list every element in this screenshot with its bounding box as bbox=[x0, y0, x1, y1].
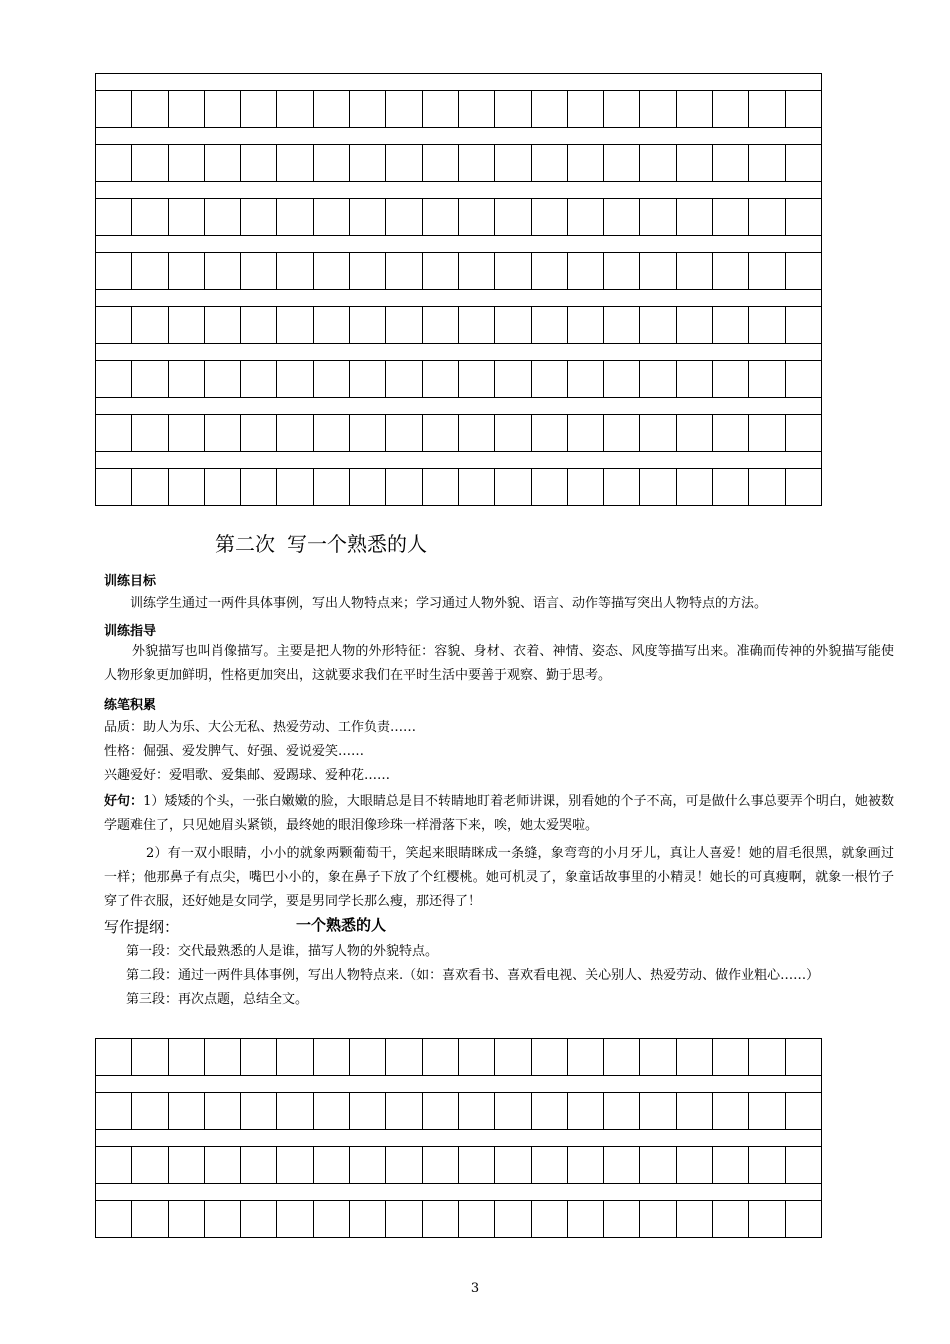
grid-cell[interactable] bbox=[495, 1093, 531, 1130]
grid-cell[interactable] bbox=[168, 145, 204, 182]
grid-cell[interactable] bbox=[350, 415, 386, 452]
grid-cell[interactable] bbox=[604, 307, 640, 344]
grid-cell[interactable] bbox=[785, 415, 821, 452]
grid-spacer-row bbox=[96, 344, 822, 361]
grid-cell[interactable] bbox=[749, 1039, 785, 1076]
grid-cell[interactable] bbox=[785, 145, 821, 182]
grid-cell[interactable] bbox=[567, 1093, 603, 1130]
grid-cell[interactable] bbox=[531, 361, 567, 398]
grid-cell[interactable] bbox=[749, 91, 785, 128]
grid-cell[interactable] bbox=[567, 469, 603, 506]
grid-cell[interactable] bbox=[604, 1039, 640, 1076]
grid-cell[interactable] bbox=[96, 361, 132, 398]
grid-cell[interactable] bbox=[313, 91, 349, 128]
grid-cell[interactable] bbox=[458, 1093, 494, 1130]
grid-cell[interactable] bbox=[495, 415, 531, 452]
grid-cell[interactable] bbox=[749, 361, 785, 398]
grid-cell[interactable] bbox=[204, 199, 240, 236]
grid-cell[interactable] bbox=[640, 253, 676, 290]
grid-cell[interactable] bbox=[676, 361, 712, 398]
grid-cell[interactable] bbox=[386, 415, 422, 452]
grid-cell[interactable] bbox=[132, 1147, 168, 1184]
grid-cell[interactable] bbox=[386, 199, 422, 236]
grid-cell[interactable] bbox=[676, 415, 712, 452]
grid-cell[interactable] bbox=[386, 1039, 422, 1076]
grid-cell[interactable] bbox=[96, 1147, 132, 1184]
grid-cell[interactable] bbox=[749, 307, 785, 344]
grid-cell[interactable] bbox=[422, 1147, 458, 1184]
outline-paragraph-3: 第三段：再次点题，总结全文。 bbox=[126, 992, 309, 1007]
grid-cell[interactable] bbox=[495, 1201, 531, 1238]
grid-cell[interactable] bbox=[785, 253, 821, 290]
grid-cell[interactable] bbox=[422, 1201, 458, 1238]
grid-cell[interactable] bbox=[785, 469, 821, 506]
grid-cell[interactable] bbox=[204, 253, 240, 290]
grid-spacer-row bbox=[96, 128, 822, 145]
good-sentence-2: 2）有一双小眼睛，小小的就象两颗葡萄干，笑起来眼睛眯成一条缝，象弯弯的小月牙儿，真让人喜爱！她的眉毛很黑，就象画过一样；他那鼻子有点尖，嘴巴小小的，象在鼻子下放了个红樱桃。她可机灵了，象童话故事里的小精灵！她长的可真瘦啊，就象一根竹子穿了件衣服，还好她是女同学，要是男同学长那么瘦，那还得了！ bbox=[104, 846, 894, 909]
grid-cell[interactable] bbox=[204, 469, 240, 506]
grid-cell[interactable] bbox=[567, 253, 603, 290]
grid-cell[interactable] bbox=[749, 253, 785, 290]
grid-cell[interactable] bbox=[785, 1093, 821, 1130]
grid-cell[interactable] bbox=[676, 253, 712, 290]
grid-spacer-cell bbox=[96, 128, 822, 145]
grid-cell[interactable] bbox=[458, 253, 494, 290]
writing-grid-bottom[interactable] bbox=[95, 1038, 822, 1238]
grid-cell[interactable] bbox=[422, 199, 458, 236]
grid-cell[interactable] bbox=[313, 253, 349, 290]
grid-spacer-row bbox=[96, 74, 822, 91]
grid-cell[interactable] bbox=[277, 91, 313, 128]
grid-cell[interactable] bbox=[241, 469, 277, 506]
grid-cell[interactable] bbox=[713, 145, 749, 182]
grid-spacer-row bbox=[96, 452, 822, 469]
grid-cell[interactable] bbox=[350, 1039, 386, 1076]
grid-cell[interactable] bbox=[785, 307, 821, 344]
grid-cell[interactable] bbox=[676, 145, 712, 182]
grid-cell[interactable] bbox=[458, 199, 494, 236]
grid-spacer-row bbox=[96, 1184, 822, 1201]
grid-cell[interactable] bbox=[458, 145, 494, 182]
grid-cell[interactable] bbox=[640, 91, 676, 128]
grid-cell[interactable] bbox=[604, 469, 640, 506]
grid-cell[interactable] bbox=[785, 361, 821, 398]
grid-cell[interactable] bbox=[277, 307, 313, 344]
grid-cell[interactable] bbox=[713, 199, 749, 236]
grid-cell[interactable] bbox=[676, 199, 712, 236]
grid-cell[interactable] bbox=[132, 1093, 168, 1130]
grid-spacer-row bbox=[96, 182, 822, 199]
outline-title: 一个熟悉的人 bbox=[296, 916, 387, 934]
grid-cell[interactable] bbox=[531, 415, 567, 452]
grid-cell[interactable] bbox=[422, 1093, 458, 1130]
grid-cell[interactable] bbox=[749, 469, 785, 506]
grid-cell[interactable] bbox=[168, 91, 204, 128]
grid-cell[interactable] bbox=[422, 253, 458, 290]
grid-cell[interactable] bbox=[96, 145, 132, 182]
grid-cell[interactable] bbox=[495, 91, 531, 128]
grid-cell[interactable] bbox=[313, 307, 349, 344]
grid-cell[interactable] bbox=[422, 145, 458, 182]
grid-cell[interactable] bbox=[204, 415, 240, 452]
grid-cell[interactable] bbox=[749, 1147, 785, 1184]
grid-cell[interactable] bbox=[749, 199, 785, 236]
grid-cell[interactable] bbox=[313, 1093, 349, 1130]
grid-cell[interactable] bbox=[567, 199, 603, 236]
grid-cell[interactable] bbox=[277, 199, 313, 236]
grid-cell[interactable] bbox=[458, 91, 494, 128]
grid-cell[interactable] bbox=[458, 469, 494, 506]
grid-cell[interactable] bbox=[168, 361, 204, 398]
grid-cell[interactable] bbox=[713, 307, 749, 344]
grid-cell[interactable] bbox=[386, 145, 422, 182]
grid-cell[interactable] bbox=[676, 1093, 712, 1130]
grid-spacer-cell bbox=[96, 398, 822, 415]
grid-cell[interactable] bbox=[204, 1147, 240, 1184]
grid-cell[interactable] bbox=[277, 1147, 313, 1184]
grid-cell[interactable] bbox=[785, 1201, 821, 1238]
grid-cell[interactable] bbox=[313, 145, 349, 182]
grid-cell[interactable] bbox=[96, 415, 132, 452]
grid-cell[interactable] bbox=[640, 1093, 676, 1130]
grid-cell[interactable] bbox=[604, 361, 640, 398]
grid-cell[interactable] bbox=[168, 1201, 204, 1238]
grid-cell[interactable] bbox=[241, 1147, 277, 1184]
grid-cell[interactable] bbox=[350, 1147, 386, 1184]
grid-cell[interactable] bbox=[713, 361, 749, 398]
grid-cell[interactable] bbox=[132, 469, 168, 506]
grid-cell[interactable] bbox=[422, 361, 458, 398]
grid-cell[interactable] bbox=[386, 469, 422, 506]
grid-cell[interactable] bbox=[96, 199, 132, 236]
sentence-1-text: 1）矮矮的个头，一张白嫩嫩的脸，大眼睛总是目不转睛地盯着老师讲课，别看她的个子不高，可是做什么事总要弄个明白，她被数学题难住了，只见她眉头紧锁，最终她的眼泪像珍珠一样滑落下来，唉，她太爱哭啦。 bbox=[104, 794, 894, 833]
grid-cell[interactable] bbox=[350, 253, 386, 290]
grid-row bbox=[96, 1093, 822, 1130]
practice-heading: 练笔积累 bbox=[104, 698, 157, 713]
grid-cell[interactable] bbox=[604, 91, 640, 128]
grid-cell[interactable] bbox=[313, 469, 349, 506]
grid-cell[interactable] bbox=[96, 1201, 132, 1238]
grid-cell[interactable] bbox=[96, 469, 132, 506]
grid-spacer-cell bbox=[96, 452, 822, 469]
grid-row bbox=[96, 253, 822, 290]
grid-row bbox=[96, 91, 822, 128]
grid-cell[interactable] bbox=[277, 361, 313, 398]
grid-cell[interactable] bbox=[531, 469, 567, 506]
grid-cell[interactable] bbox=[204, 1039, 240, 1076]
grid-spacer-row bbox=[96, 236, 822, 253]
grid-cell[interactable] bbox=[495, 469, 531, 506]
grid-cell[interactable] bbox=[386, 1147, 422, 1184]
grid-cell[interactable] bbox=[458, 1147, 494, 1184]
grid-cell[interactable] bbox=[713, 1201, 749, 1238]
grid-cell[interactable] bbox=[132, 199, 168, 236]
grid-cell[interactable] bbox=[350, 307, 386, 344]
grid-cell[interactable] bbox=[204, 361, 240, 398]
grid-cell[interactable] bbox=[386, 361, 422, 398]
grid-cell[interactable] bbox=[495, 199, 531, 236]
grid-cell[interactable] bbox=[168, 307, 204, 344]
grid-cell[interactable] bbox=[241, 145, 277, 182]
grid-cell[interactable] bbox=[458, 1039, 494, 1076]
grid-cell[interactable] bbox=[785, 199, 821, 236]
grid-cell[interactable] bbox=[241, 1201, 277, 1238]
grid-cell[interactable] bbox=[132, 307, 168, 344]
grid-cell[interactable] bbox=[277, 145, 313, 182]
grid-cell[interactable] bbox=[640, 469, 676, 506]
grid-cell[interactable] bbox=[531, 253, 567, 290]
page-number: 3 bbox=[470, 1281, 480, 1296]
grid-cell[interactable] bbox=[204, 1093, 240, 1130]
grid-cell[interactable] bbox=[567, 361, 603, 398]
grid-cell[interactable] bbox=[132, 1201, 168, 1238]
grid-spacer-cell bbox=[96, 1184, 822, 1201]
lesson-topic: 写一个熟悉的人 bbox=[287, 532, 427, 556]
grid-cell[interactable] bbox=[350, 1093, 386, 1130]
grid-cell[interactable] bbox=[241, 307, 277, 344]
grid-cell[interactable] bbox=[640, 145, 676, 182]
guide-heading: 训练指导 bbox=[104, 624, 157, 639]
grid-cell[interactable] bbox=[132, 145, 168, 182]
grid-cell[interactable] bbox=[422, 415, 458, 452]
grid-row bbox=[96, 307, 822, 344]
grid-cell[interactable] bbox=[604, 145, 640, 182]
lesson-title bbox=[215, 528, 427, 557]
grid-cell[interactable] bbox=[132, 253, 168, 290]
grid-cell[interactable] bbox=[713, 1147, 749, 1184]
grid-cell[interactable] bbox=[567, 1147, 603, 1184]
grid-cell[interactable] bbox=[313, 199, 349, 236]
grid-cell[interactable] bbox=[567, 145, 603, 182]
grid-cell[interactable] bbox=[495, 307, 531, 344]
grid-cell[interactable] bbox=[567, 1039, 603, 1076]
grid-cell[interactable] bbox=[96, 1039, 132, 1076]
outline-paragraph-1: 第一段：交代最熟悉的人是谁，描写人物的外貌特点。 bbox=[126, 944, 439, 959]
goal-text: 训练学生通过一两件具体事例，写出人物特点来；学习通过人物外貌、语言、动作等描写突出人物特点的方法。 bbox=[130, 596, 768, 611]
grid-cell[interactable] bbox=[277, 1093, 313, 1130]
grid-cell[interactable] bbox=[168, 469, 204, 506]
grid-row bbox=[96, 145, 822, 182]
grid-spacer-cell bbox=[96, 182, 822, 199]
grid-cell[interactable] bbox=[676, 1201, 712, 1238]
grid-cell[interactable] bbox=[749, 1201, 785, 1238]
grid-cell[interactable] bbox=[713, 415, 749, 452]
grid-cell[interactable] bbox=[313, 361, 349, 398]
grid-cell[interactable] bbox=[713, 91, 749, 128]
grid-cell[interactable] bbox=[132, 1039, 168, 1076]
goal-heading: 训练目标 bbox=[104, 574, 157, 589]
grid-cell[interactable] bbox=[386, 1201, 422, 1238]
grid-cell[interactable] bbox=[241, 199, 277, 236]
grid-cell[interactable] bbox=[350, 199, 386, 236]
grid-cell[interactable] bbox=[640, 1039, 676, 1076]
grid-cell[interactable] bbox=[458, 361, 494, 398]
grid-cell[interactable] bbox=[241, 415, 277, 452]
grid-cell[interactable] bbox=[640, 1201, 676, 1238]
grid-cell[interactable] bbox=[676, 1039, 712, 1076]
grid-cell[interactable] bbox=[640, 199, 676, 236]
grid-cell[interactable] bbox=[604, 1147, 640, 1184]
grid-spacer-cell bbox=[96, 1130, 822, 1147]
grid-row bbox=[96, 415, 822, 452]
grid-cell[interactable] bbox=[168, 1147, 204, 1184]
grid-cell[interactable] bbox=[204, 91, 240, 128]
grid-cell[interactable] bbox=[749, 1093, 785, 1130]
grid-cell[interactable] bbox=[531, 1201, 567, 1238]
grid-spacer-cell bbox=[96, 1076, 822, 1093]
grid-cell[interactable] bbox=[422, 91, 458, 128]
grid-cell[interactable] bbox=[640, 1147, 676, 1184]
grid-cell[interactable] bbox=[204, 1201, 240, 1238]
guide-text: 外貌描写也叫肖像描写。主要是把人物的外形特征：容貌、身材、衣着、神情、姿态、风度等描写出来。准确而传神的外貌描写能使人物形象更加鲜明，性格更加突出，这就要求我们在平时生活中要善于观察、勤于思考。 bbox=[104, 644, 894, 683]
grid-cell[interactable] bbox=[640, 361, 676, 398]
grid-cell[interactable] bbox=[713, 1093, 749, 1130]
grid-cell[interactable] bbox=[350, 1201, 386, 1238]
grid-cell[interactable] bbox=[713, 469, 749, 506]
grid-cell[interactable] bbox=[458, 415, 494, 452]
grid-cell[interactable] bbox=[713, 253, 749, 290]
grid-spacer-row bbox=[96, 398, 822, 415]
grid-cell[interactable] bbox=[313, 1147, 349, 1184]
grid-cell[interactable] bbox=[640, 307, 676, 344]
grid-cell[interactable] bbox=[676, 307, 712, 344]
grid-cell[interactable] bbox=[495, 253, 531, 290]
grid-cell[interactable] bbox=[458, 1201, 494, 1238]
grid-cell[interactable] bbox=[277, 415, 313, 452]
grid-cell[interactable] bbox=[604, 1201, 640, 1238]
grid-cell[interactable] bbox=[241, 253, 277, 290]
grid-cell[interactable] bbox=[168, 415, 204, 452]
grid-cell[interactable] bbox=[96, 307, 132, 344]
personality-list: 性格：倔强、爱发脾气、好强、爱说爱笑…… bbox=[104, 744, 365, 759]
grid-cell[interactable] bbox=[386, 1093, 422, 1130]
grid-row bbox=[96, 361, 822, 398]
grid-cell[interactable] bbox=[204, 307, 240, 344]
grid-cell[interactable] bbox=[604, 253, 640, 290]
grid-cell[interactable] bbox=[350, 361, 386, 398]
grid-cell[interactable] bbox=[676, 1147, 712, 1184]
grid-cell[interactable] bbox=[567, 1201, 603, 1238]
grid-spacer-row bbox=[96, 1130, 822, 1147]
grid-cell[interactable] bbox=[277, 253, 313, 290]
grid-cell[interactable] bbox=[531, 1093, 567, 1130]
grid-cell[interactable] bbox=[531, 91, 567, 128]
grid-cell[interactable] bbox=[567, 91, 603, 128]
grid-cell[interactable] bbox=[204, 145, 240, 182]
grid-cell[interactable] bbox=[531, 145, 567, 182]
grid-cell[interactable] bbox=[168, 253, 204, 290]
grid-spacer-cell bbox=[96, 236, 822, 253]
grid-cell[interactable] bbox=[495, 361, 531, 398]
grid-cell[interactable] bbox=[386, 91, 422, 128]
grid-cell[interactable] bbox=[386, 307, 422, 344]
grid-cell[interactable] bbox=[785, 91, 821, 128]
writing-grid-top[interactable] bbox=[95, 73, 822, 506]
grid-cell[interactable] bbox=[531, 1039, 567, 1076]
grid-cell[interactable] bbox=[241, 1093, 277, 1130]
grid-row bbox=[96, 1039, 822, 1076]
grid-cell[interactable] bbox=[168, 1039, 204, 1076]
grid-cell[interactable] bbox=[567, 307, 603, 344]
grid-cell[interactable] bbox=[604, 415, 640, 452]
grid-spacer-cell bbox=[96, 344, 822, 361]
grid-cell[interactable] bbox=[313, 1039, 349, 1076]
good-sentence-1 bbox=[104, 790, 894, 838]
grid-cell[interactable] bbox=[604, 1093, 640, 1130]
grid-cell[interactable] bbox=[277, 469, 313, 506]
grid-cell[interactable] bbox=[531, 307, 567, 344]
grid-cell[interactable] bbox=[132, 91, 168, 128]
grid-cell[interactable] bbox=[241, 1039, 277, 1076]
grid-cell[interactable] bbox=[277, 1039, 313, 1076]
grid-cell[interactable] bbox=[640, 415, 676, 452]
grid-cell[interactable] bbox=[96, 253, 132, 290]
grid-cell[interactable] bbox=[676, 91, 712, 128]
grid-cell[interactable] bbox=[785, 1039, 821, 1076]
grid-cell[interactable] bbox=[713, 1039, 749, 1076]
grid-cell[interactable] bbox=[495, 145, 531, 182]
grid-cell[interactable] bbox=[132, 415, 168, 452]
grid-cell[interactable] bbox=[168, 199, 204, 236]
grid-spacer-cell bbox=[96, 290, 822, 307]
outline-paragraph-2: 第二段：通过一两件具体事例，写出人物特点来.（如：喜欢看书、喜欢看电视、关心别人、热爱劳动、做作业粗心……） bbox=[126, 968, 820, 983]
grid-cell[interactable] bbox=[241, 91, 277, 128]
grid-row bbox=[96, 199, 822, 236]
hobby-list: 兴趣爱好：爱唱歌、爱集邮、爱踢球、爱种花…… bbox=[104, 768, 391, 783]
grid-cell[interactable] bbox=[531, 1147, 567, 1184]
grid-cell[interactable] bbox=[749, 145, 785, 182]
good-sentences-label: 好句： bbox=[104, 794, 144, 809]
grid-cell[interactable] bbox=[277, 1201, 313, 1238]
grid-spacer-row bbox=[96, 290, 822, 307]
grid-cell[interactable] bbox=[676, 469, 712, 506]
grid-cell[interactable] bbox=[132, 361, 168, 398]
quality-list: 品质：助人为乐、大公无私、热爱劳动、工作负责…… bbox=[104, 720, 417, 735]
grid-cell[interactable] bbox=[350, 469, 386, 506]
grid-cell[interactable] bbox=[386, 253, 422, 290]
grid-cell[interactable] bbox=[422, 469, 458, 506]
outline-label: 写作提纲： bbox=[104, 918, 180, 936]
grid-cell[interactable] bbox=[495, 1039, 531, 1076]
grid-cell[interactable] bbox=[422, 307, 458, 344]
grid-cell[interactable] bbox=[422, 1039, 458, 1076]
grid-cell[interactable] bbox=[168, 1093, 204, 1130]
grid-row bbox=[96, 469, 822, 506]
grid-spacer-row bbox=[96, 1076, 822, 1093]
grid-cell[interactable] bbox=[458, 307, 494, 344]
grid-cell[interactable] bbox=[495, 1147, 531, 1184]
grid-cell[interactable] bbox=[350, 91, 386, 128]
grid-cell[interactable] bbox=[749, 415, 785, 452]
grid-cell[interactable] bbox=[604, 199, 640, 236]
grid-cell[interactable] bbox=[241, 361, 277, 398]
grid-cell[interactable] bbox=[785, 1147, 821, 1184]
grid-cell[interactable] bbox=[96, 91, 132, 128]
grid-row bbox=[96, 1147, 822, 1184]
grid-cell[interactable] bbox=[96, 1093, 132, 1130]
grid-cell[interactable] bbox=[313, 415, 349, 452]
grid-spacer-cell bbox=[96, 74, 822, 91]
grid-row bbox=[96, 1201, 822, 1238]
grid-cell[interactable] bbox=[313, 1201, 349, 1238]
grid-cell[interactable] bbox=[531, 199, 567, 236]
lesson-number: 第二次 bbox=[215, 532, 275, 556]
grid-cell[interactable] bbox=[567, 415, 603, 452]
grid-cell[interactable] bbox=[350, 145, 386, 182]
